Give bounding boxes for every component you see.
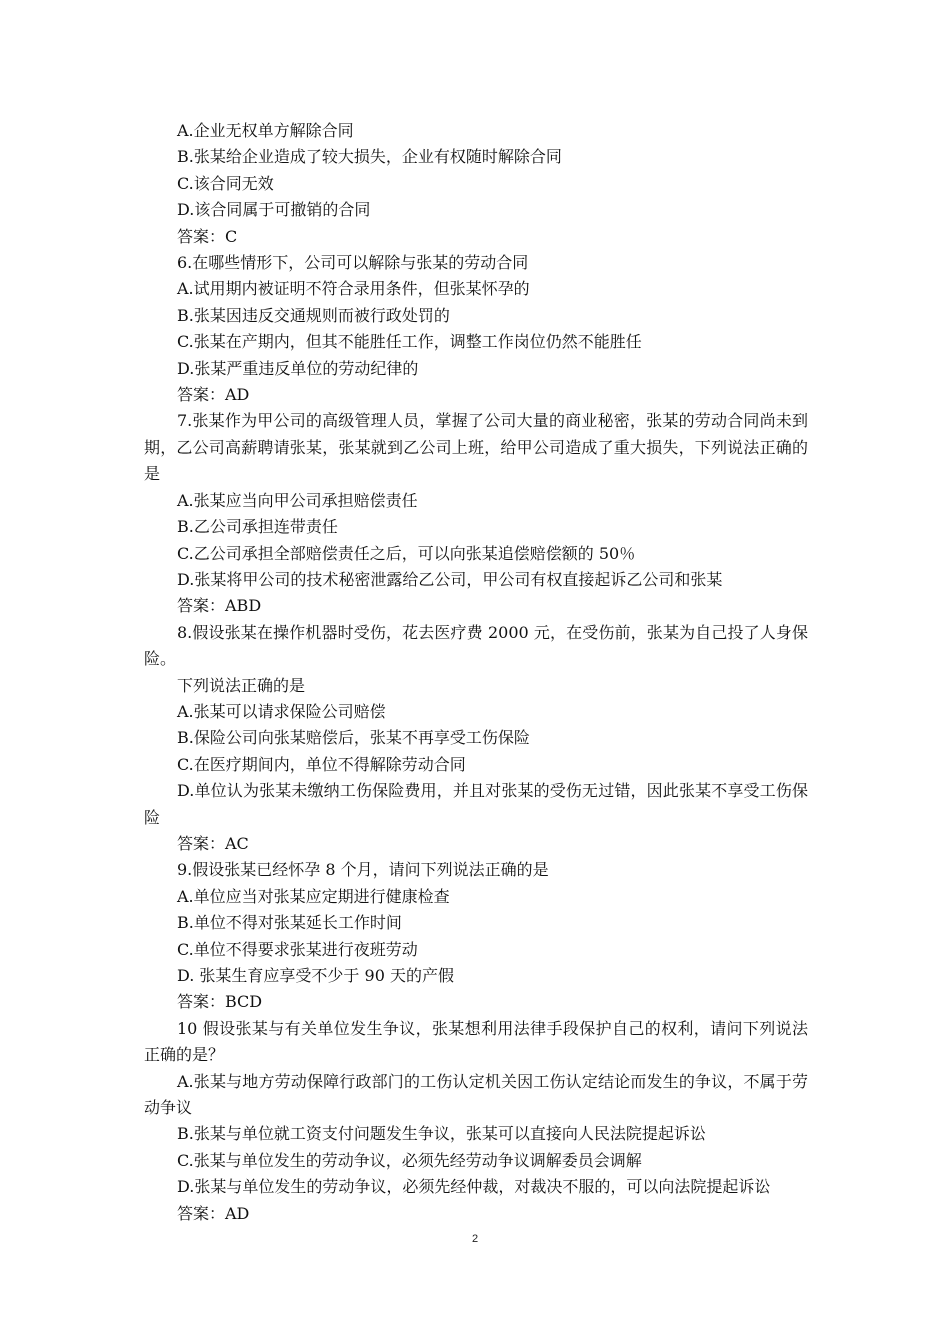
- text-line: D. 张某生育应享受不少于 90 天的产假: [177, 966, 454, 985]
- text-line: A.张某可以请求保险公司赔偿: [177, 701, 386, 721]
- text-line: A.试用期内被证明不符合录用条件，但张某怀孕的: [177, 279, 530, 299]
- text-line: D.张某与单位发生的劳动争议，必须先经仲裁，对裁决不服的，可以向法院提起诉讼: [177, 1177, 771, 1197]
- text-line: C.单位不得要求张某进行夜班劳动: [177, 939, 418, 959]
- answer-line: 答案：AC: [177, 833, 249, 853]
- text-line: D.单位认为张某未缴纳工伤保险费用，并且对张某的受伤无过错，因此张某不享受工伤保险: [144, 781, 808, 827]
- document-body: [144, 118, 808, 1227]
- answer-line: 答案：C: [177, 226, 238, 246]
- text-line: D.张某严重违反单位的劳动纪律的: [177, 358, 419, 378]
- text-line: B.单位不得对张某延长工作时间: [177, 913, 402, 933]
- text-line: 9.假设张某已经怀孕 8 个月，请问下列说法正确的是: [177, 860, 549, 880]
- text-line: A.企业无权单方解除合同: [177, 121, 354, 140]
- text-line: C.在医疗期间内，单位不得解除劳动合同: [177, 754, 466, 774]
- page-number: 2: [471, 1233, 479, 1245]
- text-line: B.乙公司承担连带责任: [177, 517, 338, 537]
- text-line: 8.假设张某在操作机器时受伤，花去医疗费 2000 元，在受伤前，张某为自己投了人身保险。: [144, 622, 808, 669]
- text-line: D.张某将甲公司的技术秘密泄露给乙公司，甲公司有权直接起诉乙公司和张某: [177, 569, 723, 589]
- text-line: 7.张某作为甲公司的高级管理人员，掌握了公司大量的商业秘密，张某的劳动合同尚未到期，乙公司高薪聘请张某，张某就到乙公司上班，给甲公司造成了重大损失，下列说法正确的是: [144, 411, 808, 484]
- answer-line: 答案：BCD: [177, 992, 263, 1012]
- text-line: A.张某与地方劳动保障行政部门的工伤认定机关因工伤认定结论而发生的争议，不属于劳动争议: [144, 1071, 808, 1118]
- answer-line: 答案：AD: [177, 1203, 250, 1223]
- answer-line: 答案：ABD: [177, 596, 262, 616]
- text-line: D.该合同属于可撤销的合同: [177, 200, 371, 220]
- text-line: C.乙公司承担全部赔偿责任之后，可以向张某追偿赔偿额的 50％: [177, 543, 636, 563]
- text-line: A.张某应当向甲公司承担赔偿责任: [177, 490, 418, 510]
- text-line: 10 假设张某与有关单位发生争议，张某想利用法律手段保护自己的权利，请问下列说法正确的是？: [144, 1018, 808, 1065]
- text-line: C.该合同无效: [177, 173, 274, 193]
- text-line: 6.在哪些情形下，公司可以解除与张某的劳动合同: [177, 253, 529, 273]
- text-line: B.张某与单位就工资支付问题发生争议，张某可以直接向人民法院提起诉讼: [177, 1124, 706, 1144]
- text-line: A.单位应当对张某应定期进行健康检查: [177, 886, 450, 906]
- text-line: B.保险公司向张某赔偿后，张某不再享受工伤保险: [177, 728, 530, 748]
- text-line: 下列说法正确的是: [177, 675, 306, 695]
- text-line: C.张某在产期内，但其不能胜任工作，调整工作岗位仍然不能胜任: [177, 332, 642, 352]
- text-line: C.张某与单位发生的劳动争议，必须先经劳动争议调解委员会调解: [177, 1150, 642, 1170]
- text-line: B.张某给企业造成了较大损失，企业有权随时解除合同: [177, 147, 562, 167]
- text-line: B.张某因违反交通规则而被行政处罚的: [177, 305, 450, 325]
- answer-line: 答案：AD: [177, 385, 250, 405]
